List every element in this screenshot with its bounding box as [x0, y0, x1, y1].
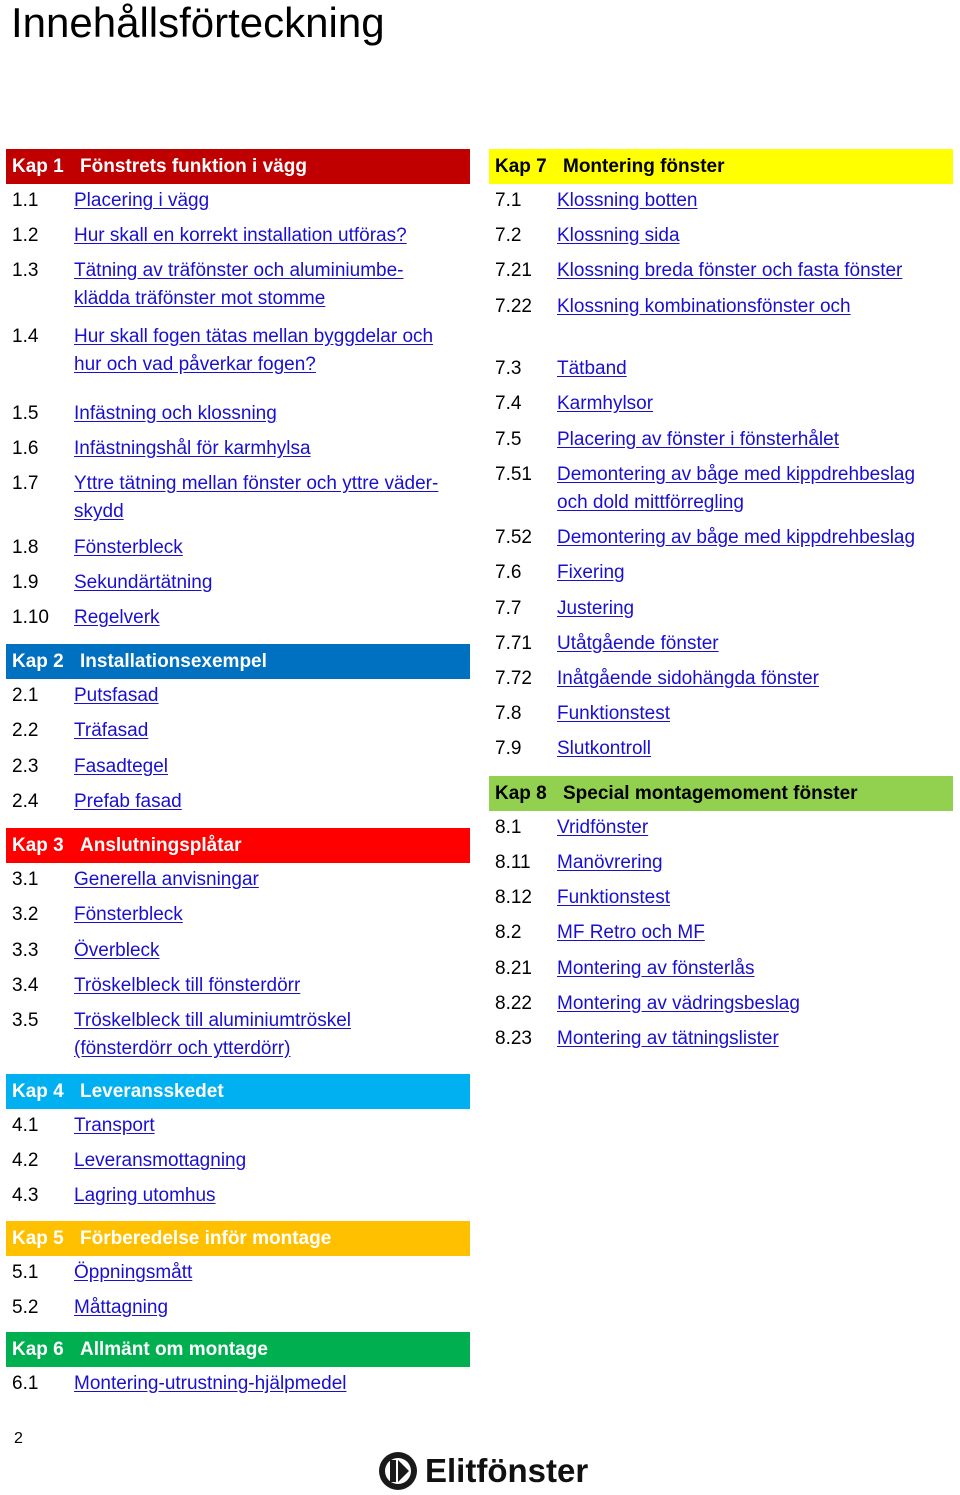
section-link-group: [74, 1370, 346, 1398]
section-number: 8.21: [495, 958, 532, 979]
toc-entry: [6, 569, 470, 597]
section-link-group: [557, 257, 902, 285]
section-link-group: [74, 901, 183, 929]
toc-entry: [489, 700, 953, 728]
toc-entry: [6, 1147, 470, 1175]
chapter-header-kap-6: [6, 1332, 470, 1367]
section-number: 3.1: [12, 869, 39, 890]
toc-entry: [489, 293, 953, 321]
section-link-group: [74, 753, 168, 781]
section-link-group: [557, 187, 698, 215]
section-link[interactable]: Infästning och klossning: [74, 403, 277, 424]
section-number: 1.5: [12, 403, 39, 424]
section-link[interactable]: Regelverk: [74, 607, 160, 628]
section-link[interactable]: Måttagning: [74, 1297, 169, 1318]
section-link-group: [557, 222, 680, 250]
section-link[interactable]: Montering av tätningslister: [557, 1028, 779, 1049]
section-link-group: [557, 559, 625, 587]
section-link[interactable]: Fixering: [557, 562, 625, 583]
section-number: 7.3: [495, 358, 522, 379]
section-link[interactable]: Hur skall en korrekt installation utföras?: [74, 225, 407, 246]
chapter-title: Förberedelse inför montage: [80, 1227, 332, 1249]
toc-entry: [6, 788, 470, 816]
section-link-group: [74, 682, 159, 710]
toc-entry: [489, 461, 953, 517]
section-link-group: [557, 665, 819, 693]
section-link-group: [557, 461, 915, 517]
chapter-header-kap-1: [6, 149, 470, 184]
section-link-group: [74, 470, 438, 526]
section-link[interactable]: Sekundärtätning: [74, 572, 213, 593]
toc-entry: [489, 919, 953, 947]
section-number: 1.7: [12, 473, 39, 494]
section-link[interactable]: Vridfönster: [557, 817, 649, 838]
toc-entry: [489, 884, 953, 912]
toc-entry: [6, 534, 470, 562]
section-number: 8.1: [495, 817, 522, 838]
section-number: 1.4: [12, 326, 39, 347]
section-link-group: [74, 972, 300, 1000]
section-number: 1.3: [12, 260, 39, 281]
section-link-group: [557, 849, 663, 877]
section-link-group: [557, 293, 851, 321]
section-link-group: [74, 569, 212, 597]
section-number: 2.3: [12, 756, 39, 777]
chapter-title: Special montagemoment fönster: [563, 782, 858, 804]
section-link-group: [74, 1007, 351, 1063]
section-link[interactable]: Tätning av träfönster och aluminiumbe-: [74, 260, 404, 281]
section-link[interactable]: Funktionstest: [557, 887, 670, 908]
brand-logo: [377, 1450, 588, 1492]
chapter-title: Installationsexempel: [80, 650, 267, 672]
chapter-number: Kap 7: [495, 155, 547, 177]
section-number: 1.8: [12, 537, 39, 558]
toc-entry: [489, 990, 953, 1018]
section-link[interactable]: Tröskelbleck till fönsterdörr: [74, 975, 301, 996]
section-link[interactable]: och dold mittförregling: [557, 492, 744, 513]
section-link-group: [557, 884, 670, 912]
section-link-group: [557, 595, 634, 623]
toc-entry: [489, 390, 953, 418]
section-link[interactable]: klädda träfönster mot stomme: [74, 288, 326, 309]
section-number: 7.1: [495, 190, 522, 211]
chapter-header-kap-2: [6, 644, 470, 679]
chapter-header-kap-5: [6, 1221, 470, 1256]
section-link-group: [74, 435, 311, 463]
section-number: 7.5: [495, 429, 522, 450]
section-number: 1.6: [12, 438, 39, 459]
section-link-group: [557, 919, 705, 947]
section-link[interactable]: Transport: [74, 1115, 155, 1136]
section-link[interactable]: hur och vad påverkar fogen?: [74, 354, 316, 375]
section-number: 3.5: [12, 1010, 39, 1031]
toc-entry: [6, 323, 470, 379]
chapter-header-kap-4: [6, 1074, 470, 1109]
toc-entry: [489, 257, 953, 285]
toc-entry: [6, 1007, 470, 1063]
section-number: 7.2: [495, 225, 522, 246]
section-link[interactable]: Demontering av båge med kippdrehbeslag: [557, 527, 916, 548]
toc-entry: [6, 682, 470, 710]
section-number: 3.4: [12, 975, 39, 996]
chapter-number: Kap 3: [12, 834, 64, 856]
toc-entry: [6, 866, 470, 894]
toc-entry: [489, 665, 953, 693]
chapter-number: Kap 4: [12, 1080, 64, 1102]
toc-entry: [6, 753, 470, 781]
toc-entry: [489, 814, 953, 842]
elitfonster-logo-icon: [377, 1450, 419, 1492]
section-link-group: [74, 222, 407, 250]
section-number: 4.3: [12, 1185, 39, 1206]
section-link-group: [557, 630, 719, 658]
section-link[interactable]: Prefab fasad: [74, 791, 182, 812]
section-link[interactable]: Överbleck: [74, 940, 160, 961]
section-number: 7.7: [495, 598, 522, 619]
section-link-group: [74, 866, 259, 894]
section-link[interactable]: Lagring utomhus: [74, 1185, 216, 1206]
section-link[interactable]: Karmhylsor: [557, 393, 654, 414]
section-link[interactable]: Fönsterbleck: [74, 537, 183, 558]
section-number: 2.1: [12, 685, 39, 706]
section-number: 7.9: [495, 738, 522, 759]
section-link-group: [557, 700, 670, 728]
section-link-group: [74, 1259, 192, 1287]
section-link[interactable]: Klossning botten: [557, 190, 698, 211]
section-link-group: [557, 955, 755, 983]
section-link[interactable]: Klossning kombinationsfönster och: [557, 296, 851, 317]
page-title: Innehållsförteckning: [11, 0, 385, 46]
chapter-header-kap-8: [489, 776, 953, 811]
section-number: 7.6: [495, 562, 522, 583]
chapter-number: Kap 1: [12, 155, 64, 177]
section-link[interactable]: Infästningshål för karmhylsa: [74, 438, 311, 459]
section-link[interactable]: Putsfasad: [74, 685, 159, 706]
section-number: 2.4: [12, 791, 39, 812]
toc-entry: [6, 257, 470, 313]
section-number: 8.22: [495, 993, 532, 1014]
chapter-number: Kap 6: [12, 1338, 64, 1360]
chapter-header-kap-7: [489, 149, 953, 184]
section-number: 5.2: [12, 1297, 39, 1318]
section-link[interactable]: Tröskelbleck till aluminiumtröskel: [74, 1010, 351, 1031]
section-link-group: [74, 604, 160, 632]
chapter-title: Allmänt om montage: [80, 1338, 268, 1360]
chapter-number: Kap 8: [495, 782, 547, 804]
toc-entry: [489, 222, 953, 250]
toc-entry: [489, 187, 953, 215]
toc-entry: [489, 955, 953, 983]
toc-entry: [6, 222, 470, 250]
section-number: 8.11: [495, 852, 531, 873]
toc-entry: [489, 355, 953, 383]
section-link-group: [557, 524, 915, 552]
chapter-title: Anslutningsplåtar: [80, 834, 242, 856]
toc-entry: [489, 524, 953, 552]
section-link-group: [74, 400, 277, 428]
toc-entry: [489, 630, 953, 658]
toc-entry: [6, 972, 470, 1000]
section-link[interactable]: Placering i vägg: [74, 190, 210, 211]
section-link[interactable]: skydd: [74, 501, 124, 522]
section-number: 7.52: [495, 527, 532, 548]
toc-entry: [6, 435, 470, 463]
toc-entry: [489, 849, 953, 877]
section-link-group: [74, 257, 404, 313]
chapter-header-kap-3: [6, 828, 470, 863]
section-number: 2.2: [12, 720, 39, 741]
section-link[interactable]: Fasadtegel: [74, 756, 169, 777]
section-number: 4.2: [12, 1150, 39, 1171]
section-link[interactable]: Demontering av båge med kippdrehbeslag: [557, 464, 916, 485]
toc-entry: [489, 426, 953, 454]
section-number: 8.12: [495, 887, 532, 908]
section-number: 1.9: [12, 572, 39, 593]
section-link-group: [74, 788, 182, 816]
chapter-number: Kap 5: [12, 1227, 64, 1249]
section-link-group: [557, 426, 839, 454]
section-link-group: [74, 1112, 155, 1140]
toc-entry: [6, 1259, 470, 1287]
section-link-group: [74, 1182, 216, 1210]
toc-entry: [6, 937, 470, 965]
section-link[interactable]: Montering av vädringsbeslag: [557, 993, 800, 1014]
section-number: 7.21: [495, 260, 532, 281]
section-link[interactable]: Generella anvisningar: [74, 869, 259, 890]
section-link-group: [74, 534, 183, 562]
chapter-title: Montering fönster: [563, 155, 725, 177]
chapter-number: Kap 2: [12, 650, 64, 672]
section-link[interactable]: Yttre tätning mellan fönster och yttre väder-: [74, 473, 439, 494]
section-link[interactable]: Montering av fönsterlås: [557, 958, 755, 979]
section-link[interactable]: Träfasad: [74, 720, 149, 741]
toc-entry: [489, 735, 953, 763]
section-link[interactable]: Slutkontroll: [557, 738, 651, 759]
section-link[interactable]: MF Retro och MF: [557, 922, 705, 943]
toc-entry: [489, 595, 953, 623]
section-number: 1.1: [12, 190, 39, 211]
section-number: 7.8: [495, 703, 522, 724]
section-link-group: [557, 355, 627, 383]
section-link-group: [557, 814, 648, 842]
toc-entry: [6, 717, 470, 745]
section-link-group: [74, 717, 148, 745]
section-number: 7.51: [495, 464, 532, 485]
toc-entry: [6, 1294, 470, 1322]
section-link[interactable]: Öppningsmått: [74, 1262, 193, 1283]
section-number: 3.2: [12, 904, 39, 925]
section-link-group: [74, 323, 433, 379]
section-number: 4.1: [12, 1115, 39, 1136]
section-number: 5.1: [12, 1262, 39, 1283]
section-link[interactable]: Klossning sida: [557, 225, 680, 246]
chapter-title: Leveransskedet: [80, 1080, 224, 1102]
section-number: 1.10: [12, 607, 49, 628]
section-link-group: [557, 1025, 779, 1053]
section-link[interactable]: Montering-utrustning-hjälpmedel: [74, 1373, 347, 1394]
toc-entry: [6, 1370, 470, 1398]
section-link-group: [557, 735, 651, 763]
section-link[interactable]: (fönsterdörr och ytterdörr): [74, 1038, 291, 1059]
section-link[interactable]: Inåtgående sidohängda fönster: [557, 668, 819, 689]
section-link-group: [74, 187, 209, 215]
brand-wordmark: Elitfönster: [425, 1452, 589, 1489]
section-link[interactable]: Manövrering: [557, 852, 663, 873]
toc-entry: [489, 1025, 953, 1053]
section-number: 7.4: [495, 393, 522, 414]
section-link[interactable]: Justering: [557, 598, 635, 619]
section-link-group: [557, 390, 653, 418]
section-number: 7.71: [495, 633, 532, 654]
section-link[interactable]: Placering av fönster i fönsterhålet: [557, 429, 839, 450]
chapter-title: Fönstrets funktion i vägg: [80, 155, 307, 177]
toc-entry: [6, 1182, 470, 1210]
section-number: 6.1: [12, 1373, 39, 1394]
section-link[interactable]: Hur skall fogen tätas mellan byggdelar och: [74, 326, 434, 347]
section-link[interactable]: Leveransmottagning: [74, 1150, 247, 1171]
section-link[interactable]: Klossning breda fönster och fasta fönster: [557, 260, 903, 281]
section-link[interactable]: Tätband: [557, 358, 627, 379]
section-link[interactable]: Fönsterbleck: [74, 904, 183, 925]
section-link-group: [74, 937, 160, 965]
toc-entry: [6, 470, 470, 526]
toc-entry: [6, 187, 470, 215]
page-number: 2: [14, 1430, 23, 1447]
section-number: 7.22: [495, 296, 532, 317]
toc-entry: [489, 559, 953, 587]
section-number: 3.3: [12, 940, 39, 961]
section-link-group: [74, 1294, 168, 1322]
section-number: 1.2: [12, 225, 39, 246]
section-link[interactable]: Utåtgående fönster: [557, 633, 719, 654]
section-number: 7.72: [495, 668, 532, 689]
section-number: 8.2: [495, 922, 522, 943]
section-link-group: [74, 1147, 246, 1175]
section-link[interactable]: Funktionstest: [557, 703, 670, 724]
section-link-group: [557, 990, 800, 1018]
toc-entry: [6, 1112, 470, 1140]
toc-entry: [6, 604, 470, 632]
section-number: 8.23: [495, 1028, 532, 1049]
toc-entry: [6, 901, 470, 929]
toc-entry: [6, 400, 470, 428]
